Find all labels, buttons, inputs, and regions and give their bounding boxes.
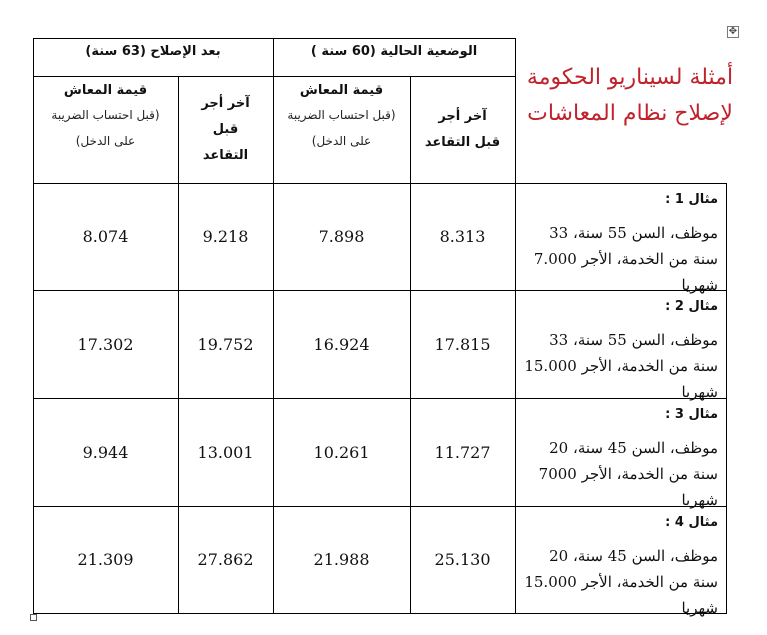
title-line-1: أمثلة لسيناريو الحكومة — [526, 65, 734, 90]
pension-note: (قبل احتساب الضريبة على الدخل) — [287, 108, 396, 148]
reform-last-wage-value: 13.001 — [197, 442, 254, 462]
example-2-cell — [516, 291, 724, 401]
example-4-cell — [516, 507, 724, 617]
example-description: موظف، السن 45 سنة، 20 سنة من الخدمة، الأجر 7000 شهريا — [538, 439, 718, 509]
header-reform-pension — [33, 76, 178, 183]
pension-value-label: قيمة المعاش — [63, 83, 148, 98]
current-pension-value: 21.988 — [313, 550, 370, 569]
header-current-last-wage: آخر أجر قبل التقاعد — [424, 108, 501, 150]
header-current-situation: الوضعية الحالية (60 سنة ) — [310, 44, 478, 59]
example-label: مثال 1 : — [665, 192, 718, 207]
example-3-cell — [516, 399, 724, 509]
current-last-wage-value: 25.130 — [434, 550, 491, 569]
example-description: موظف، السن 55 سنة، 33 سنة من الخدمة، الأجر 15.000 شهريا — [524, 331, 718, 401]
reform-pension-value: 8.074 — [82, 227, 129, 246]
current-pension-value: 16.924 — [313, 334, 370, 354]
current-last-wage-value: 11.727 — [434, 442, 491, 462]
example-label: مثال 2 : — [665, 299, 718, 314]
example-1-cell — [516, 184, 724, 294]
reform-pension-value: 21.309 — [77, 550, 134, 569]
current-last-wage-value: 8.313 — [439, 227, 486, 246]
grid-line — [726, 183, 727, 614]
current-pension-value: 10.261 — [313, 442, 370, 462]
table-move-handle-icon[interactable]: ✥ — [728, 26, 738, 37]
header-after-reform: بعد الإصلاح (63 سنة) — [85, 44, 221, 59]
pension-note: (قبل احتساب الضريبة على الدخل) — [51, 108, 160, 148]
header-reform-last-wage: آخر أجر قبل التقاعد — [201, 95, 250, 163]
header-current-pension — [273, 76, 410, 183]
current-last-wage-value: 17.815 — [434, 334, 491, 354]
reform-pension-value: 17.302 — [77, 334, 134, 354]
pension-value-label: قيمة المعاش — [299, 83, 384, 98]
current-pension-value: 7.898 — [318, 227, 365, 246]
reform-pension-value: 9.944 — [82, 442, 129, 462]
example-description: موظف، السن 45 سنة، 20 سنة من الخدمة، الأجر 15.000 شهريا — [524, 547, 718, 617]
example-label: مثال 4 : — [665, 515, 718, 530]
table-resize-handle[interactable] — [30, 614, 37, 621]
title-line-2: لإصلاح نظام المعاشات — [527, 101, 733, 126]
document-title — [520, 60, 740, 132]
reform-last-wage-value: 27.862 — [197, 550, 254, 569]
reform-last-wage-value: 9.218 — [202, 227, 249, 246]
example-label: مثال 3 : — [665, 407, 718, 422]
reform-last-wage-value: 19.752 — [197, 334, 254, 354]
example-description: موظف، السن 55 سنة، 33 سنة من الخدمة، الأجر 7.000 شهريا — [533, 224, 718, 294]
